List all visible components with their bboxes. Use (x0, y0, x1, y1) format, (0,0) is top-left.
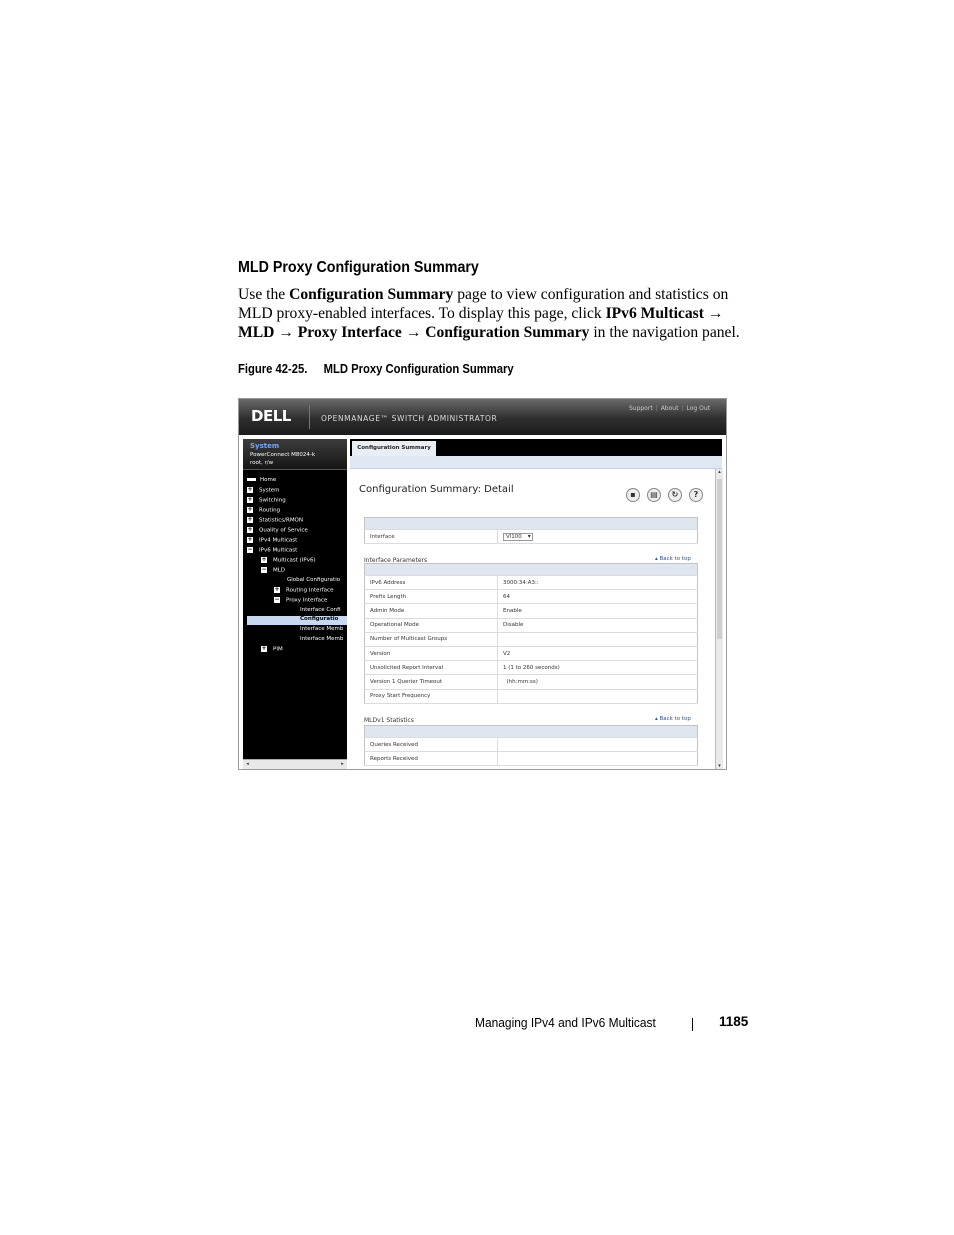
tree-item-system[interactable]: + System (247, 486, 280, 494)
stats-table (364, 725, 698, 766)
tree-item-routing[interactable]: + Routing (247, 506, 281, 514)
scroll-up-icon[interactable]: ▴ (718, 469, 721, 475)
table-header (365, 518, 698, 530)
scroll-down-icon[interactable]: ▾ (718, 763, 721, 769)
tree-item-interface-membership[interactable]: Interface Memb (300, 626, 344, 632)
app-title: OPENMANAGE™ SWITCH ADMINISTRATOR (321, 414, 498, 423)
table-row: Unsolicited Report Interval 1 (1 to 260 seconds) (365, 661, 698, 675)
interface-table (364, 517, 698, 544)
content-panel (350, 439, 722, 769)
tree-item-home[interactable]: Home (247, 477, 276, 483)
expand-icon[interactable]: + (247, 506, 253, 513)
tree-item-statistics-rmon[interactable]: + Statistics/RMON (247, 516, 304, 524)
refresh-icon[interactable]: ↻ (668, 488, 682, 502)
figure-caption (238, 362, 514, 376)
expand-icon[interactable]: + (247, 486, 253, 493)
tab-strip (350, 456, 722, 469)
tree-item-switching[interactable]: + Switching (247, 496, 286, 504)
table-header (365, 726, 698, 738)
expand-icon[interactable]: + (247, 516, 253, 523)
expand-icon[interactable]: + (261, 645, 267, 652)
print-icon[interactable]: ▤ (647, 488, 661, 502)
help-icon[interactable]: ? (689, 488, 703, 502)
tab-configuration-summary[interactable]: Configuration Summary (352, 441, 436, 456)
scrollbar-thumb[interactable] (717, 479, 722, 639)
tree-item-pim[interactable]: + PIM (261, 645, 283, 653)
system-model: PowerConnect M8024-k (250, 452, 316, 458)
expand-icon[interactable]: + (247, 536, 253, 543)
tree-item-routing-interface[interactable]: + Routing Interface (274, 586, 334, 594)
figure-number: Figure 42-25. (238, 362, 308, 376)
interface-label: Interface (365, 530, 498, 544)
table-row: Queries Received (365, 738, 698, 752)
page-title: Configuration Summary: Detail (359, 484, 514, 495)
support-link[interactable]: Support (628, 405, 653, 412)
back-to-top-link[interactable]: ▴ Back to top (655, 556, 691, 562)
content-vertical-scrollbar[interactable] (715, 469, 723, 769)
table-row: Number of Multicast Groups (365, 632, 698, 646)
tree-item-interface-membership-detail[interactable]: Interface Memb (300, 636, 344, 642)
tree-item-mld[interactable]: − MLD (261, 566, 286, 574)
table-row: Prefix Length 64 (365, 590, 698, 604)
save-icon[interactable]: ▪ (626, 488, 640, 502)
table-row: Proxy Start Frequency (365, 689, 698, 703)
tree-item-global-configuration[interactable]: Global Configuratio (287, 577, 341, 583)
system-user: root, r/w (250, 460, 274, 466)
system-title[interactable]: System (250, 442, 280, 450)
table-row: Operational Mode Disable (365, 618, 698, 632)
about-link[interactable]: About (660, 405, 679, 412)
figure-title: MLD Proxy Configuration Summary (323, 362, 514, 376)
body-paragraph: Use the Configuration Summary page to view configuration and statistics on MLD proxy-enabled interfaces. To display this page, click IPv6 Multicast → MLD → Proxy Interface → Configuration Summary in the navigation panel. (238, 286, 740, 341)
table-row: Version 1 Querier Timeout (hh:mm:ss) (365, 675, 698, 689)
collapse-icon[interactable]: − (247, 546, 253, 553)
system-box (243, 439, 347, 470)
back-to-top-link[interactable]: ▴ Back to top (655, 716, 691, 722)
expand-icon[interactable]: + (247, 496, 253, 503)
toolbar-icons (626, 482, 710, 502)
table-row: IPv6 Address 3000:34:A3:: (365, 576, 698, 590)
expand-icon[interactable]: + (274, 586, 280, 593)
section-heading: MLD Proxy Configuration Summary (238, 259, 479, 276)
header-divider (309, 405, 310, 429)
table-header (365, 564, 698, 576)
collapse-icon[interactable]: − (274, 596, 280, 603)
tree-item-interface-configuration[interactable]: Interface Confi (300, 607, 341, 613)
logout-link[interactable]: Log Out (686, 405, 710, 412)
tree-item-configuration-summary[interactable]: Configuratio (300, 616, 339, 622)
footer-divider (692, 1018, 693, 1031)
params-section-title: Interface Parameters (364, 557, 428, 564)
tree-item-ipv6-multicast[interactable]: − IPv6 Multicast (247, 546, 298, 554)
tree-item-ipv4-multicast[interactable]: + IPv4 Multicast (247, 536, 298, 544)
collapse-icon[interactable]: − (261, 566, 267, 573)
tree-item-proxy-interface[interactable]: − Proxy Interface (274, 596, 328, 604)
table-row: Admin Mode Enable (365, 604, 698, 618)
scroll-right-icon[interactable]: ▸ (341, 761, 344, 767)
app-header (239, 399, 726, 435)
dell-logo: DELL (251, 407, 291, 425)
screenshot-figure (238, 398, 727, 770)
home-icon (247, 478, 256, 481)
tab-bar (350, 439, 722, 456)
header-links: Support | About | Log Out (628, 405, 710, 412)
tree-item-qos[interactable]: + Quality of Service (247, 526, 308, 534)
scroll-left-icon[interactable]: ◂ (246, 761, 249, 767)
expand-icon[interactable]: + (247, 526, 253, 533)
tree-item-multicast-ipv6[interactable]: + Multicast (IPv6) (261, 556, 316, 564)
nav-horizontal-scrollbar[interactable] (243, 759, 347, 769)
page-number: 1185 (719, 1014, 749, 1029)
footer-chapter: Managing IPv4 and IPv6 Multicast (475, 1015, 656, 1030)
stats-section-title: MLDv1 Statistics (364, 717, 414, 724)
table-row: Reports Received (365, 752, 698, 766)
table-row: Version V2 (365, 646, 698, 660)
expand-icon[interactable]: + (261, 556, 267, 563)
navigation-panel (243, 439, 347, 769)
params-table (364, 563, 698, 704)
interface-select[interactable]: Vl100 ▾ (503, 533, 533, 541)
